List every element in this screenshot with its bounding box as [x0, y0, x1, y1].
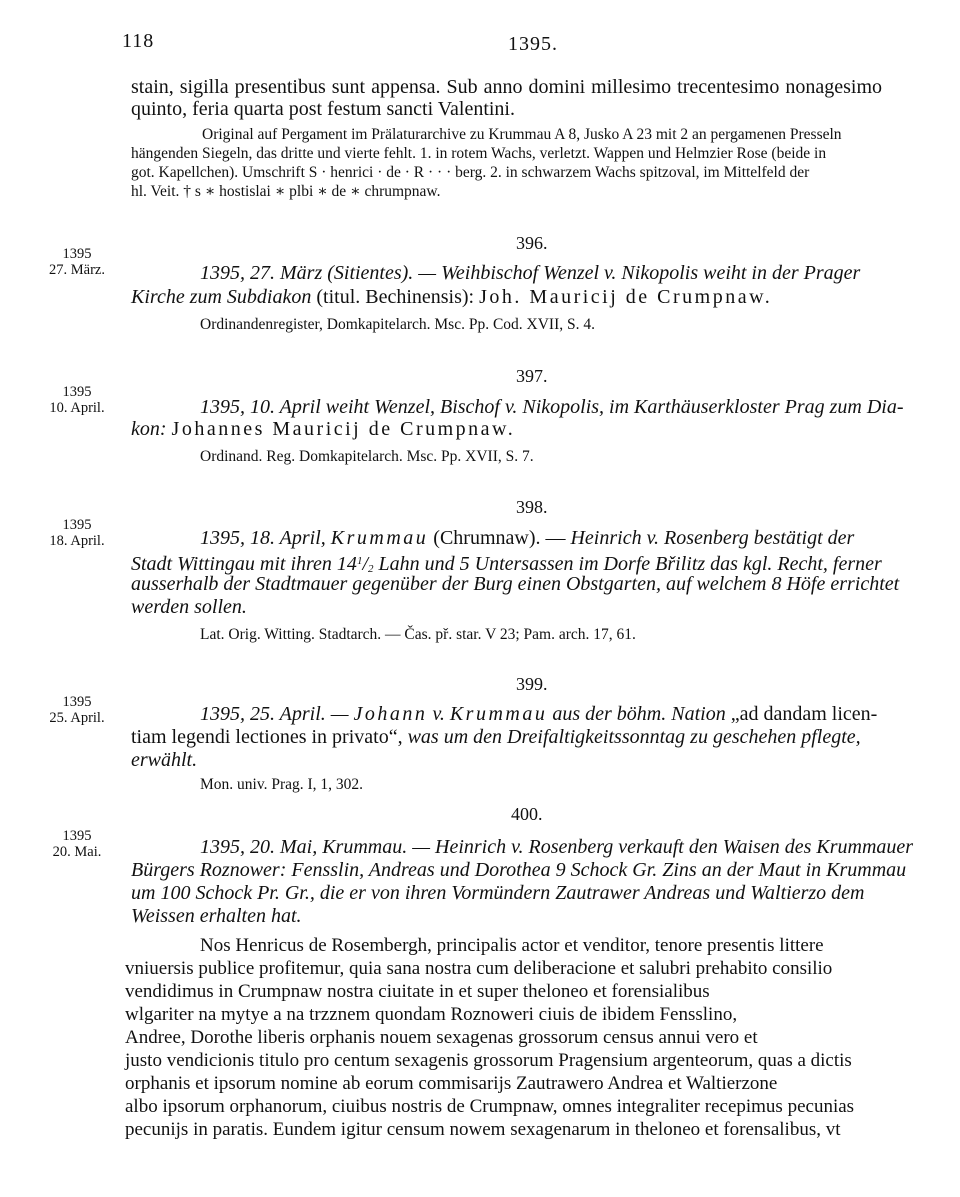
- entry-summary-line: Kirche zum Subdiakon (titul. Bechinensis): Joh. Mauricij de Crumpnaw.: [131, 286, 773, 308]
- margin-date: 20. Mai.: [52, 844, 102, 860]
- entry-summary-line: Weissen erhalten hat.: [131, 905, 302, 927]
- body-line: Nos Henricus de Rosembergh, principalis actor et venditor, tenore presentis littere: [200, 935, 824, 956]
- entry-source: Lat. Orig. Witting. Stadtarch. — Čas. př. star. V 23; Pam. arch. 17, 61.: [200, 626, 636, 643]
- entry-number: 398.: [516, 497, 548, 517]
- entry-summary-line: Stadt Wittingau mit ihren $14^1/2$ Lahn und 5 Untersassen im Dorfe Břilitz das kgl. Recht, ferner: [131, 553, 882, 575]
- intro-line-2: quinto, feria quarta post festum sancti Valentini.: [131, 98, 515, 120]
- margin-year: 1395: [62, 517, 92, 533]
- body-line: orphanis et ipsorum nomine ab eorum commisarijs Zautrawero Andrea et Waltierzone: [125, 1073, 778, 1094]
- intro-note-line-2: hängenden Siegeln, das dritte und vierte fehlt. 1. in rotem Wachs, verletzt. Wappen und Helmzier Rose (beide in: [131, 145, 827, 162]
- entry-source: Mon. univ. Prag. I, 1, 302.: [200, 776, 364, 793]
- entry-source: Ordinandenregister, Domkapitelarch. Msc. Pp. Cod. XVII, S. 4.: [200, 316, 595, 333]
- entry-source: Ordinand. Reg. Domkapitelarch. Msc. Pp. XVII, S. 7.: [200, 448, 534, 465]
- intro-line-1: stain, sigilla presentibus sunt appensa. Sub anno domini millesimo trecentesimo nonagesimo: [131, 76, 883, 98]
- margin-year: 1395: [62, 246, 92, 262]
- margin-date: 25. April.: [49, 710, 105, 726]
- body-line: albo ipsorum orphanorum, ciuibus nostris de Crumpnaw, omnes integraliter recepimus pecunias: [125, 1096, 855, 1117]
- entry-summary-line: um 100 Schock Pr. Gr., die er von ihren Vormündern Zautrawer Andreas und Waltierzo dem: [131, 882, 865, 904]
- entry-summary-line: 1395, 18. April, Krummau (Chrumnaw). — Heinrich v. Rosenberg bestätigt der: [200, 527, 855, 549]
- body-line: wlgariter na mytye a na trzznem quondam Roznoweri ciuis de ibidem Fensslino,: [125, 1004, 738, 1025]
- intro-note-line-1: Original auf Pergament im Prälaturarchive zu Krummau A 8, Jusko A 23 mit 2 an pergamenen Presseln: [202, 126, 842, 143]
- entry-summary-line: 1395, 25. April. — Johann v. Krummau aus der böhm. Nation „ad dandam licen-: [200, 703, 878, 725]
- entry-number: 400.: [511, 804, 543, 824]
- entry-summary-line: werden sollen.: [131, 596, 247, 618]
- entry-summary-line: 1395, 20. Mai, Krummau. — Heinrich v. Rosenberg verkauft den Waisen des Krummauer: [200, 836, 914, 858]
- entry-number: 399.: [516, 674, 548, 694]
- margin-year: 1395: [62, 384, 92, 400]
- margin-date: 27. März.: [49, 262, 105, 278]
- entry-summary-line: 1395, 27. März (Sitientes). — Weihbischof Wenzel v. Nikopolis weiht in der Prager: [200, 262, 861, 284]
- margin-date: 18. April.: [49, 533, 105, 549]
- page-year: 1395.: [508, 33, 558, 55]
- entry-summary-line: tiam legendi lectiones in privato“, was um den Dreifaltigkeitssonntag zu geschehen pflegte,: [131, 726, 861, 748]
- body-line: vniuersis publice profitemur, quia sana nostra cum deliberacione et salubri prehabito consilio: [125, 958, 833, 979]
- intro-note-line-3: got. Kapellchen). Umschrift S · henrici · de · R · · · berg. 2. in schwarzem Wachs spitzoval, im Mittelfeld der: [131, 164, 810, 181]
- entry-number: 397.: [516, 366, 548, 386]
- margin-date: 10. April.: [49, 400, 105, 416]
- body-line: vendidimus in Crumpnaw nostra ciuitate in et super theloneo et forensialibus: [125, 981, 710, 1002]
- entry-summary-line: ausserhalb der Stadtmauer gegenüber der Burg einen Obstgarten, auf welchem 8 Höfe errichtet: [131, 573, 900, 595]
- body-line: justo vendicionis titulo pro centum sexagenis grossorum Pragensium argenteorum, quas a dictis: [125, 1050, 852, 1071]
- entry-summary-line: Bürgers Roznower: Fensslin, Andreas und Dorothea 9 Schock Gr. Zins an der Maut in Krummau: [131, 859, 907, 881]
- page-number: 118: [122, 30, 155, 52]
- entry-summary-line: erwählt.: [131, 749, 198, 771]
- entry-summary-line: kon: Johannes Mauricij de Crumpnaw.: [131, 418, 516, 440]
- margin-year: 1395: [62, 828, 92, 844]
- entry-summary-line: 1395, 10. April weiht Wenzel, Bischof v. Nikopolis, im Karthäuserkloster Prag zum Dia-: [200, 396, 904, 418]
- entry-number: 396.: [516, 233, 548, 253]
- intro-note-line-4: hl. Veit. † s ∗ hostislai ∗ plbi ∗ de ∗ chrumpnaw.: [131, 183, 441, 200]
- body-line: pecunijs in paratis. Eundem igitur censum nowem sexagenarum in theloneo et forensalibus, vt: [125, 1119, 841, 1140]
- margin-year: 1395: [62, 694, 92, 710]
- body-line: Andree, Dorothe liberis orphanis nouem sexagenas grossorum census annui vero et: [125, 1027, 758, 1048]
